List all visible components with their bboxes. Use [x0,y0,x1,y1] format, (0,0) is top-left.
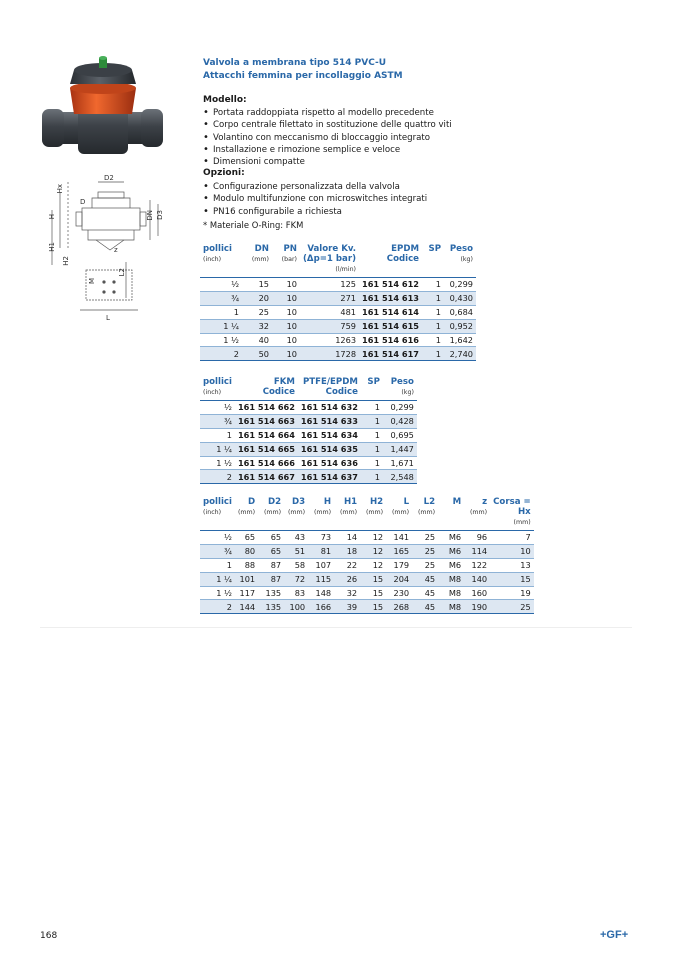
table-cell: 58 [284,558,308,572]
col-header-2: Hx [517,507,531,517]
table-cell: 12 [360,544,386,558]
table-cell: 125 [300,278,359,292]
table-cell: 0,299 [444,278,476,292]
technical-drawing [40,170,180,325]
table-cell: 19 [490,586,534,600]
table-cell: ½ [200,401,235,415]
table-cell: 141 [386,531,412,545]
table-row [200,333,476,347]
col-header: Peso [449,244,474,254]
table-cell: 18 [334,544,360,558]
list-item: • Modulo multifunzione con microswitches integrati [203,193,427,205]
col-header: PN [283,244,297,254]
label-dn: DN [146,210,154,221]
table-cell: 10 [272,291,300,305]
col-header: D3 [292,497,306,507]
table-row [200,600,534,614]
page-number: 168 [40,931,58,941]
table-cell: 1 ¼ [200,572,235,586]
table-cell: ½ [200,278,242,292]
table-cell: 1 [361,442,383,456]
table-cell: 1,642 [444,333,476,347]
table-cell: ¾ [200,291,242,305]
label-l: L [106,314,110,322]
table-cell: 1 [361,456,383,470]
col-header: Valore Kv. [307,244,357,254]
col-header: pollici [203,244,232,254]
table-cell: 10 [272,333,300,347]
table-cell: 161 514 667 [235,470,298,484]
table-cell: 1 [200,558,235,572]
list-item: • Portata raddoppiata rispetto al modello precedente [203,107,452,119]
col-header: SP [367,377,380,387]
table-cell: 1 [361,470,383,484]
table-cell: 230 [386,586,412,600]
table-cell: 10 [272,347,300,361]
col-unit: (mm) [313,509,332,516]
divider [40,627,632,628]
col-header-2: Codice [386,254,420,264]
valve-product-image [40,52,165,167]
col-unit: (bar) [281,256,297,263]
col-header-2: Codice [298,388,361,401]
col-header: H1 [343,497,358,507]
col-unit: (mm) [339,509,358,516]
table-cell: 161 514 637 [298,470,361,484]
product-title [203,57,403,83]
list-item: • Installazione e rimozione semplice e veloce [203,144,452,156]
table-cell: 2,548 [383,470,417,484]
table-cell: 0,428 [383,414,417,428]
list-item: • Corpo centrale filettato in sostituzione delle quattro viti [203,119,452,131]
table3-body [200,531,534,614]
col-header: pollici [203,377,232,387]
col-unit: (mm) [490,518,534,531]
table-row [200,278,476,292]
table-cell: 13 [490,558,534,572]
table-cell: 83 [284,586,308,600]
table-cell: 0,952 [444,319,476,333]
table-cell: 0,684 [444,305,476,319]
col-unit: (inch) [200,388,235,401]
col-header: DN [254,244,269,254]
table-cell: M6 [438,531,464,545]
table1-body [200,278,476,361]
table-cell: 2 [200,600,235,614]
table-cell: 25 [412,544,438,558]
table-cell: 135 [258,600,284,614]
table-cell: 160 [464,586,490,600]
label-h: H [48,214,56,220]
table-cell: 1 [361,428,383,442]
table-cell: 81 [308,544,334,558]
table-cell: 166 [308,600,334,614]
label-l2: L2 [118,268,126,277]
table-cell: 15 [360,586,386,600]
table-cell: 1,671 [383,456,417,470]
table-cell: 87 [258,572,284,586]
options-heading: Opzioni: [203,168,245,178]
table-row [200,291,476,305]
table-cell: 1 [422,347,444,361]
col-header: D2 [268,497,282,507]
table-cell: 12 [360,558,386,572]
table-cell: 161 514 616 [359,333,422,347]
table-cell: 1 ½ [200,456,235,470]
label-hx: Hx [56,184,64,194]
table-row [200,544,534,558]
table-cell: 161 514 663 [235,414,298,428]
col-unit: (mm) [263,509,282,516]
table-cell: 161 514 634 [298,428,361,442]
table-cell: M8 [438,586,464,600]
table-cell: 1728 [300,347,359,361]
col-unit: (mm) [251,256,269,263]
col-unit: (kg) [460,256,474,263]
table-cell: 1 [200,428,235,442]
col-header-2: Codice [235,388,298,401]
table-cell: 2 [200,347,242,361]
table-cell: 12 [360,531,386,545]
table-cell: M8 [438,600,464,614]
table-cell: 40 [242,333,272,347]
table-cell: 135 [258,586,284,600]
table-cell: 10 [272,305,300,319]
table-cell: 117 [235,586,258,600]
table-cell: 2 [200,470,235,484]
table-cell: 45 [412,586,438,600]
table-row [200,442,417,456]
table-cell: 32 [242,319,272,333]
table-cell: 73 [308,531,334,545]
table-cell: 96 [464,531,490,545]
table-dimensions [200,497,534,614]
table-cell: 1,447 [383,442,417,456]
table-cell: ¾ [200,544,235,558]
title-line-1: Valvola a membrana tipo 514 PVC-U [203,58,387,68]
table-row [200,401,417,415]
col-header: H [323,497,332,507]
list-item: • Configurazione personalizzata della valvola [203,181,427,193]
table-cell: 10 [272,278,300,292]
table-cell: ½ [200,531,235,545]
col-header: L2 [423,497,436,507]
table-cell: 0,299 [383,401,417,415]
table-cell: M6 [438,544,464,558]
table-row [200,558,534,572]
table-row [200,470,417,484]
table-cell: 25 [490,600,534,614]
table-row [200,586,534,600]
table-cell: 1 ¼ [200,442,235,456]
col-header: L [403,497,410,507]
table-cell: 15 [360,572,386,586]
table-cell: 140 [464,572,490,586]
table-cell: 39 [334,600,360,614]
table-cell: M8 [438,572,464,586]
col-unit: (mm) [365,509,384,516]
table-cell: 144 [235,600,258,614]
table-cell: 161 514 615 [359,319,422,333]
table-codes-epdm [200,244,476,361]
table-cell: 2,740 [444,347,476,361]
col-unit: (inch) [203,509,222,516]
table-cell: 87 [258,558,284,572]
table-cell: 22 [334,558,360,572]
table-cell: 161 514 617 [359,347,422,361]
list-item: • Dimensioni compatte [203,156,452,168]
table-cell: 15 [490,572,534,586]
table-cell: 65 [258,544,284,558]
table-cell: 179 [386,558,412,572]
table-cell: 161 514 614 [359,305,422,319]
col-header: D [247,497,256,507]
table-cell: 7 [490,531,534,545]
table-cell: 161 514 613 [359,291,422,305]
table2-body [200,401,417,484]
table-cell: 107 [308,558,334,572]
title-line-2: Attacchi femmina per incollaggio ASTM [203,71,403,81]
table-cell: 190 [464,600,490,614]
table-cell: 161 514 662 [235,401,298,415]
table-row [200,456,417,470]
table-cell: 45 [412,600,438,614]
table-cell: 20 [242,291,272,305]
table-cell: 1 [422,333,444,347]
label-d3: D3 [156,210,164,220]
table-cell: 161 514 612 [359,278,422,292]
table-cell: 65 [258,531,284,545]
table-cell: 161 514 666 [235,456,298,470]
table-cell: 204 [386,572,412,586]
table-row [200,305,476,319]
table-row [200,531,534,545]
table-cell: 271 [300,291,359,305]
table-cell: 14 [334,531,360,545]
col-header: pollici [203,497,232,507]
table-cell: 88 [235,558,258,572]
col-unit [361,388,383,401]
table-cell: 161 514 665 [235,442,298,456]
table-cell: 72 [284,572,308,586]
table-cell: 43 [284,531,308,545]
table-row [200,319,476,333]
table-cell: 165 [386,544,412,558]
col-header: z [482,497,488,507]
table-cell: 50 [242,347,272,361]
label-h2: H2 [62,256,70,266]
table-cell: 268 [386,600,412,614]
table-cell: 100 [284,600,308,614]
table-cell: 1 ¼ [200,319,242,333]
list-item: • Volantino con meccanismo di bloccaggio integrato [203,132,452,144]
table-row [200,414,417,428]
model-list [203,107,452,168]
table-codes-fkm-ptfe [200,377,417,484]
table-cell: 1 [422,305,444,319]
table-cell: ¾ [200,414,235,428]
col-header: Peso [390,377,414,387]
col-header: Corsa = [493,497,531,507]
table-cell: 25 [412,558,438,572]
list-item: • PN16 configurabile a richiesta [203,206,427,218]
col-header-2: (Δp=1 bar) [303,254,357,264]
gf-logo: +GF+ [600,929,629,941]
table-cell: 101 [235,572,258,586]
col-unit: (mm) [287,509,306,516]
table-cell: 32 [334,586,360,600]
table-cell: 25 [412,531,438,545]
table-cell: 1 ½ [200,333,242,347]
col-unit: (mm) [417,509,436,516]
col-unit: (mm) [469,509,488,516]
table-cell: 15 [360,600,386,614]
table-cell: 148 [308,586,334,600]
table-cell: 1263 [300,333,359,347]
col-header: PTFE/EPDM [303,377,358,387]
label-d2: D2 [104,174,114,182]
table-cell: 161 514 635 [298,442,361,456]
table-cell: 481 [300,305,359,319]
label-z: z [114,246,118,254]
table-row [200,347,476,361]
col-unit: (mm) [237,509,256,516]
col-unit: (kg) [383,388,417,401]
table-cell: 1 [200,305,242,319]
col-header: FKM [273,377,295,387]
label-h1: H1 [48,242,56,252]
col-header: H2 [369,497,384,507]
table-cell: 1 [422,291,444,305]
table-cell: 161 514 664 [235,428,298,442]
model-heading: Modello: [203,95,247,105]
table-cell: 759 [300,319,359,333]
table-row [200,572,534,586]
table-cell: 1 ½ [200,586,235,600]
table-cell: 115 [308,572,334,586]
table-cell: 15 [242,278,272,292]
col-header: EPDM [391,244,420,254]
col-unit: (mm) [391,509,410,516]
table-cell: M6 [438,558,464,572]
table-cell: 161 514 632 [298,401,361,415]
label-m: M [88,278,96,285]
table-cell: 0,430 [444,291,476,305]
table-cell: 161 514 636 [298,456,361,470]
table-cell: 10 [490,544,534,558]
table-cell: 25 [242,305,272,319]
table-cell: 10 [272,319,300,333]
options-list [203,181,427,218]
table-cell: 65 [235,531,258,545]
table-cell: 0,695 [383,428,417,442]
col-header: M [452,497,462,507]
label-d: D [80,198,86,206]
material-note: * Materiale O-Ring: FKM [203,220,304,230]
table-cell: 114 [464,544,490,558]
table-cell: 45 [412,572,438,586]
col-unit [422,255,444,265]
col-unit: (l/min) [300,265,359,278]
table-cell: 1 [422,278,444,292]
table-cell: 122 [464,558,490,572]
table-cell: 26 [334,572,360,586]
table-cell: 161 514 633 [298,414,361,428]
table-cell: 1 [422,319,444,333]
table-cell: 1 [361,414,383,428]
table-cell: 80 [235,544,258,558]
table-cell: 51 [284,544,308,558]
table-row [200,428,417,442]
col-header: SP [428,244,442,254]
col-unit [438,508,464,518]
col-unit: (inch) [203,256,222,263]
table-cell: 1 [361,401,383,415]
